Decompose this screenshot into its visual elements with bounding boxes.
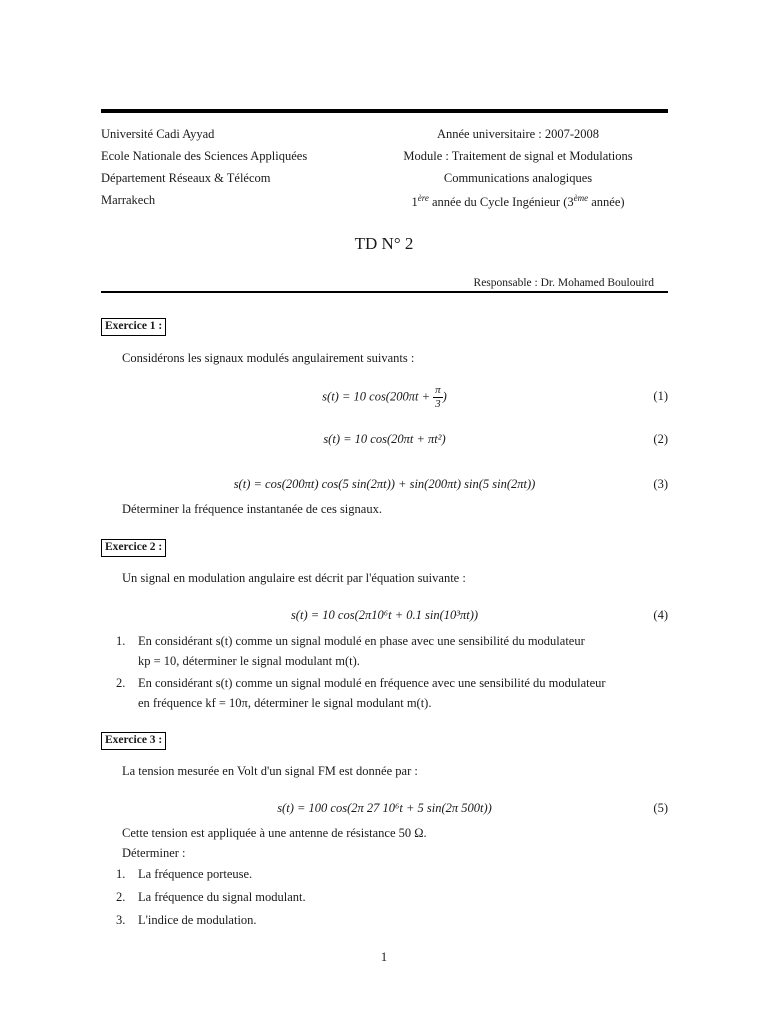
list-item-number: 2. — [116, 890, 126, 904]
equation-5-number: (5) — [653, 801, 668, 815]
list-item-number: 1. — [116, 634, 126, 648]
list-item — [116, 867, 668, 890]
city-name: Marrakech — [101, 193, 156, 207]
exercise-3-label: Exercice 3 : — [101, 732, 166, 750]
list-item-line: kp = 10, déterminer le signal modulant m(t). — [138, 654, 360, 668]
cycle-year-sup1: ère — [417, 193, 429, 203]
university-name: Université Cadi Ayyad — [101, 127, 215, 141]
equation-4: s(t) = 10 cos(2π10⁶t + 0.1 sin(10³πt)) — [290, 608, 479, 622]
department-name: Département Réseaux & Télécom — [101, 171, 271, 185]
page-number: 1 — [380, 950, 388, 964]
equation-4-number: (4) — [653, 608, 668, 622]
list-item-line: En considérant s(t) comme un signal modulé en phase avec une sensibilité du modulateur — [138, 634, 585, 648]
fraction-denominator: 3 — [435, 398, 441, 411]
school-name: Ecole Nationale des Sciences Appliquées — [101, 149, 308, 163]
list-item-line: en fréquence kf = 10π, déterminer le signal modulant m(t). — [138, 696, 432, 710]
equation-1-fraction — [433, 384, 443, 411]
equation-1-pre: s(t) = 10 cos(200πt + — [322, 389, 434, 404]
exercise-3-intro: La tension mesurée en Volt d'un signal FM est donnée par : — [122, 764, 418, 778]
equation-2-number: (2) — [653, 432, 668, 446]
list-item-number: 2. — [116, 676, 126, 690]
cycle-year-mid: année du Cycle Ingénieur (3 — [428, 195, 574, 210]
exercise-2-intro: Un signal en modulation angulaire est décrit par l'équation suivante : — [122, 571, 466, 585]
list-item-text: La fréquence porteuse. — [138, 867, 253, 881]
exercise-3-prompt: Déterminer : — [122, 846, 186, 860]
header-bottom-rule — [101, 291, 668, 293]
module-name: Module : Traitement de signal et Modulations — [403, 149, 633, 163]
exercise-1-question: Déterminer la fréquence instantanée de ces signaux. — [122, 502, 382, 516]
page-title: TD N° 2 — [354, 234, 414, 253]
list-item-text: L'indice de modulation. — [138, 913, 257, 927]
list-item-number: 1. — [116, 867, 126, 881]
equation-3: s(t) = cos(200πt) cos(5 sin(2πt)) + sin(200πt) sin(5 sin(2πt)) — [233, 477, 536, 491]
header-institution — [101, 127, 307, 215]
equation-5: s(t) = 100 cos(2π 27 10⁶t + 5 sin(2π 500t)) — [277, 801, 492, 815]
course-name: Communications analogiques — [443, 171, 593, 185]
list-item — [116, 634, 668, 669]
fraction-numerator: π — [433, 384, 443, 398]
list-item-line: En considérant s(t) comme un signal modulé en fréquence avec une sensibilité du modulateur — [138, 676, 606, 690]
exercise-1-label: Exercice 1 : — [101, 318, 166, 336]
exercise-2-questions — [116, 634, 668, 711]
list-item — [116, 890, 668, 913]
list-item — [116, 676, 668, 711]
equation-1 — [101, 384, 668, 411]
exercise-2-label: Exercice 2 : — [101, 539, 166, 557]
list-item-text: La fréquence du signal modulant. — [138, 890, 306, 904]
exercise-3-statement: Cette tension est appliquée à une antenne de résistance 50 Ω. — [122, 826, 427, 840]
cycle-year-pre: 1 — [411, 195, 418, 210]
exercise-1-intro: Considérons les signaux modulés angulairement suivants : — [122, 351, 415, 365]
academic-year: Année universitaire : 2007-2008 — [436, 127, 600, 141]
header-course-info — [368, 127, 668, 215]
top-rule — [101, 109, 668, 113]
list-item-number: 3. — [116, 913, 126, 927]
exercise-3-questions — [116, 867, 668, 936]
cycle-year-sup2: ème — [573, 193, 589, 203]
cycle-year — [368, 193, 668, 215]
equation-1-post: ) — [442, 389, 447, 404]
equation-1-number: (1) — [653, 389, 668, 403]
equation-3-number: (3) — [653, 477, 668, 491]
equation-2: s(t) = 10 cos(20πt + πt²) — [323, 432, 446, 446]
cycle-year-post: année) — [588, 195, 625, 210]
responsable-line: Responsable : Dr. Mohamed Boulouird — [473, 277, 654, 289]
list-item — [116, 913, 668, 936]
